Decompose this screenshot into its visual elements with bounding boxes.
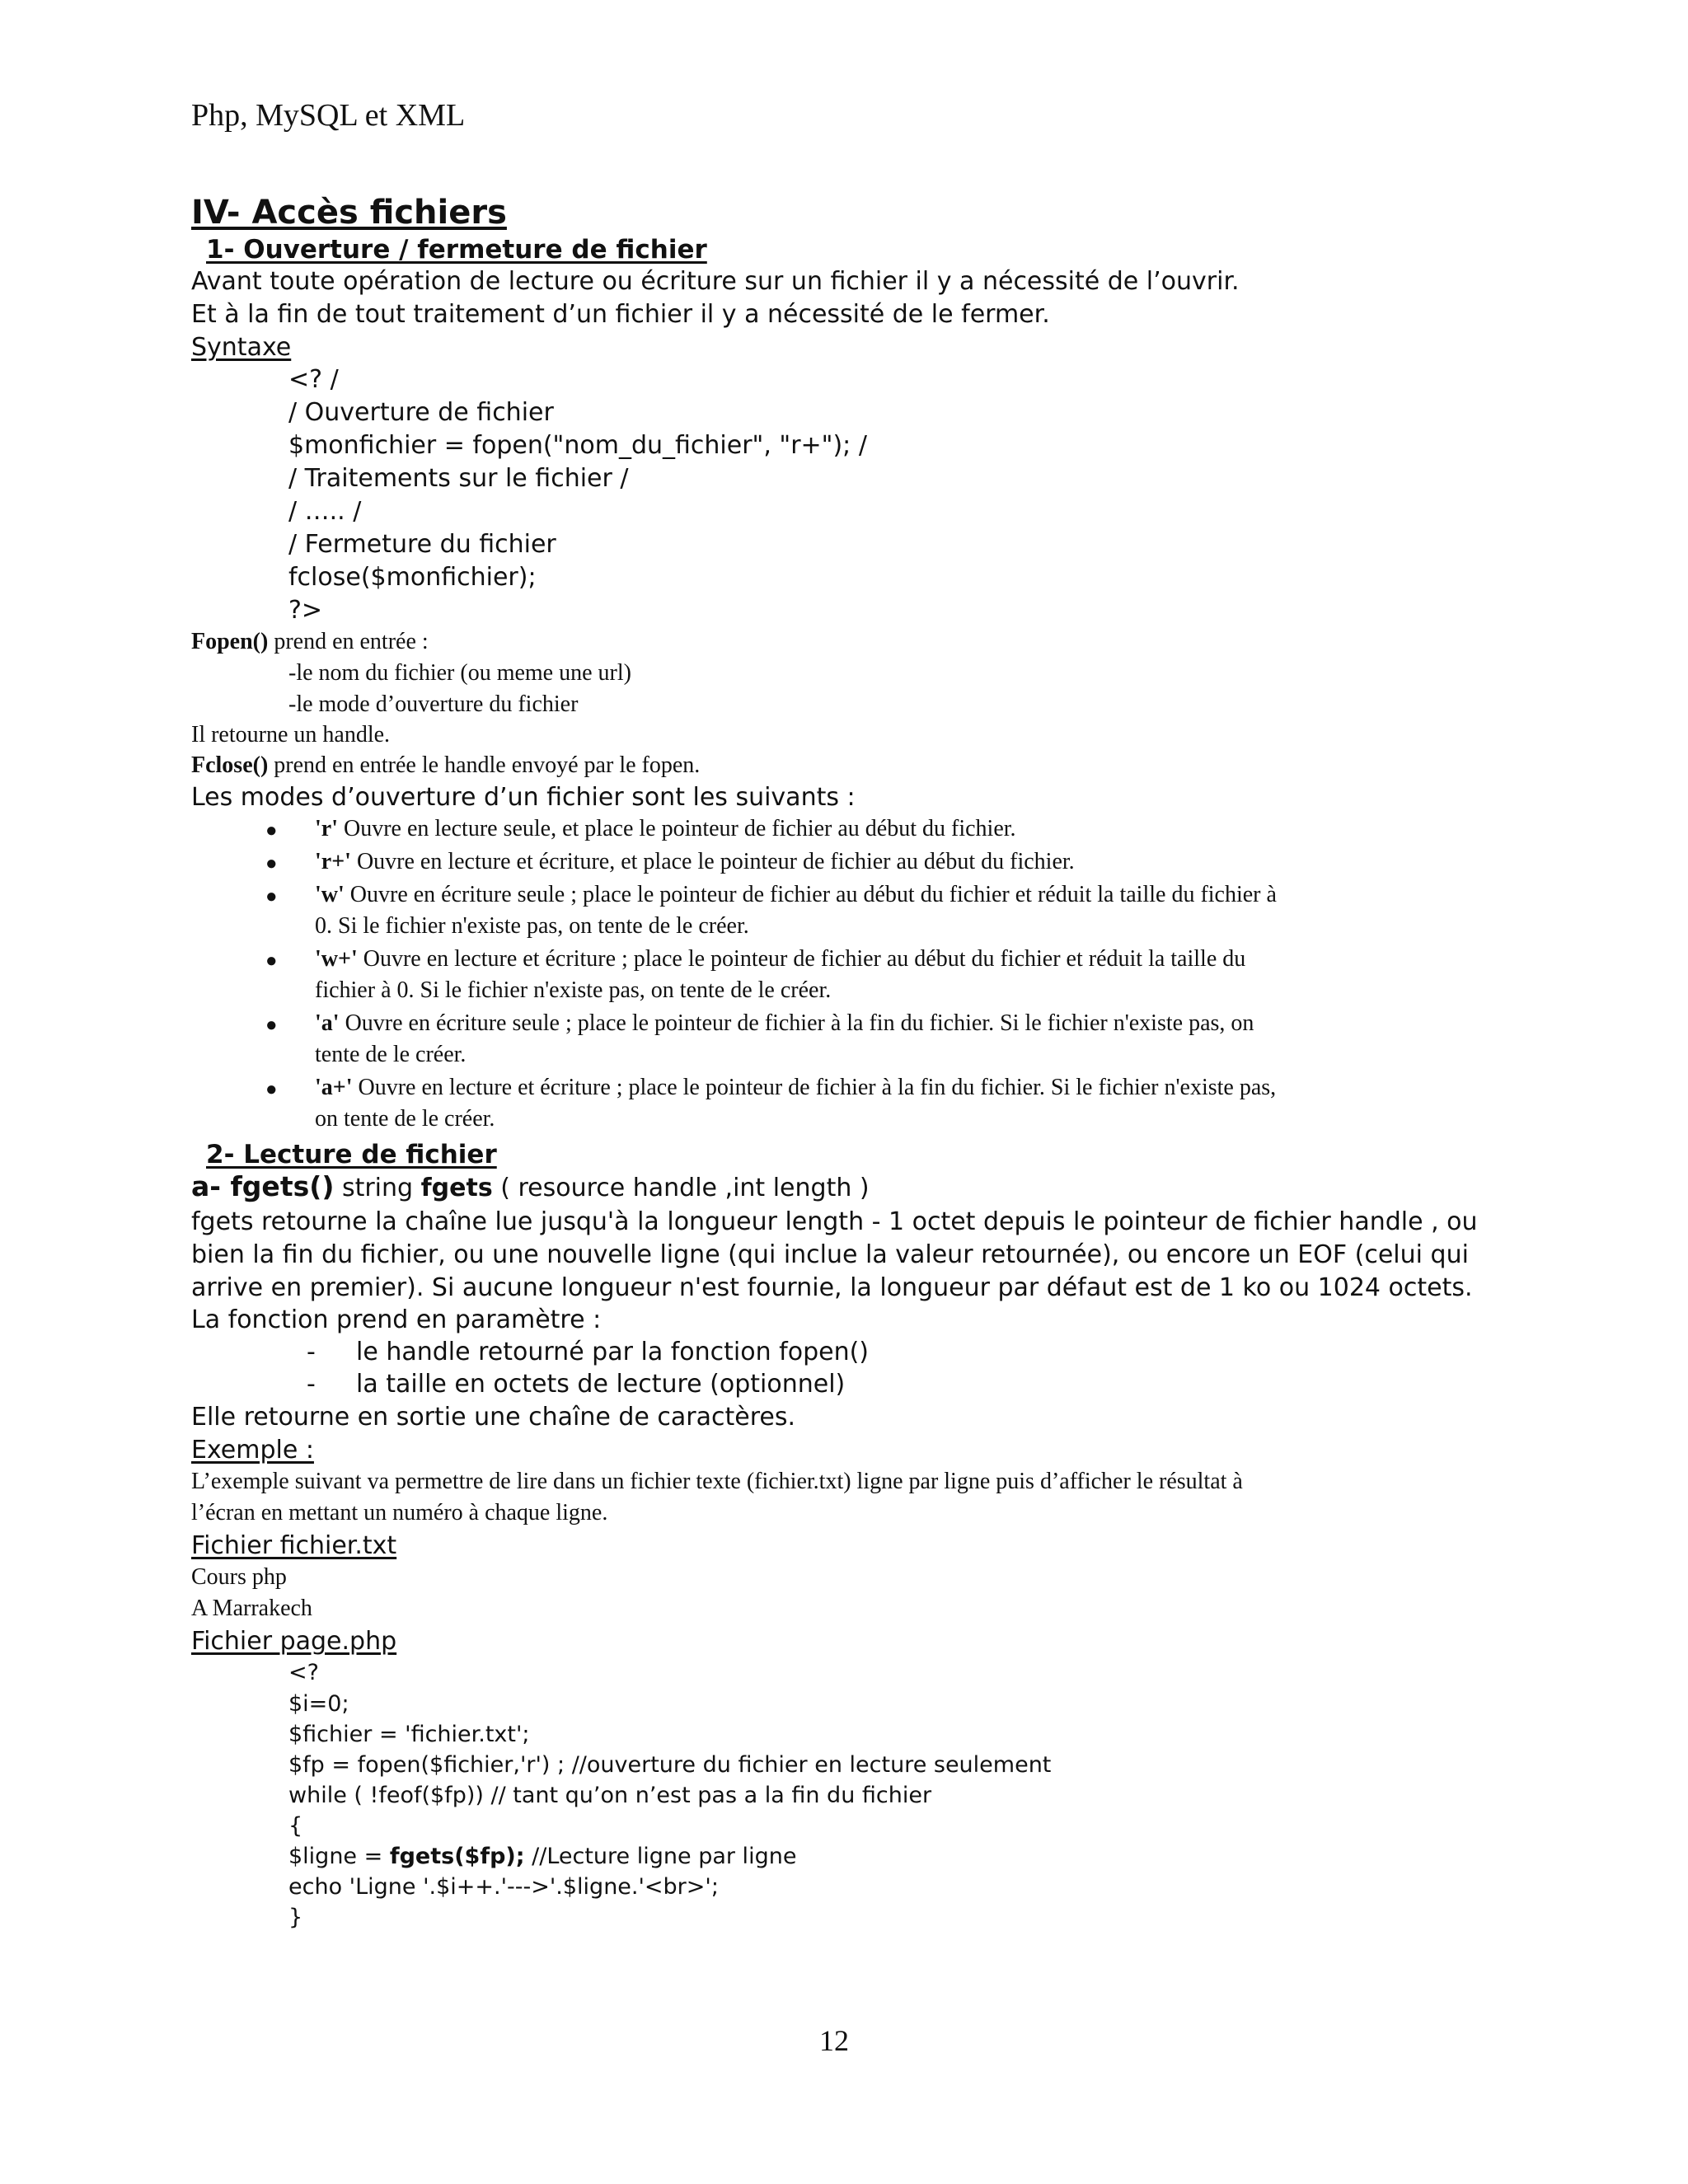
- dash-icon: -: [307, 1370, 316, 1399]
- code-line: fclose($monfichier);: [288, 563, 537, 592]
- fopen-item: -le nom du fichier (ou meme une url): [288, 660, 631, 686]
- params-intro: La fonction prend en paramètre :: [191, 1305, 602, 1334]
- code-line: ?>: [288, 596, 323, 625]
- paragraph: fgets retourne la chaîne lue jusqu'à la longueur length - 1 octet depuis le pointeur de fichier handle , ou: [191, 1207, 1478, 1236]
- bullet-icon: ●: [265, 820, 278, 841]
- example-label: Exemple :: [191, 1436, 314, 1465]
- subsection-2-title: 2- Lecture de fichier: [206, 1140, 497, 1169]
- list-item-continuation: tente de le créer.: [315, 1042, 467, 1067]
- section-title: IV- Accès fichiers: [191, 194, 507, 232]
- bullet-icon: ●: [265, 950, 278, 972]
- file-content-line: A Marrakech: [191, 1596, 312, 1621]
- code-line: $fp = fopen($fichier,'r') ; //ouverture du fichier en lecture seulement: [288, 1752, 1052, 1778]
- fgets-prefix: a- fgets(): [191, 1170, 335, 1202]
- fopen-description: [191, 629, 429, 655]
- list-item: 'a' Ouvre en écriture seule ; place le pointeur de fichier à la fin du fichier. Si le fichier n'existe pas, on: [315, 1010, 1254, 1036]
- fclose-text: prend en entrée le handle envoyé par le fopen.: [268, 752, 701, 778]
- fopen-text: prend en entrée :: [268, 629, 429, 654]
- dash-icon: -: [307, 1338, 316, 1366]
- code-line: / ….. /: [288, 497, 362, 526]
- list-item: 'a+' Ouvre en lecture et écriture ; place le pointeur de fichier à la fin du fichier. Si le fichier n'existe pas,: [315, 1075, 1277, 1100]
- code-line: / Fermeture du fichier: [288, 530, 556, 559]
- fopen-item: -le mode d’ouverture du fichier: [288, 691, 579, 717]
- list-item: 'w+' Ouvre en lecture et écriture ; place le pointeur de fichier au début du fichier et réduit la taille du: [315, 946, 1246, 972]
- bullet-icon: ●: [265, 886, 278, 907]
- code-line: / Ouverture de fichier: [288, 398, 554, 427]
- fclose-description: [191, 752, 700, 779]
- code-line: {: [288, 1813, 303, 1839]
- paragraph: bien la fin du fichier, ou une nouvelle ligne (qui inclue la valeur retournée), ou encore un EOF (celui qui: [191, 1240, 1469, 1269]
- code-line: $monfichier = fopen("nom_du_fichier", "r+"); /: [288, 431, 867, 460]
- bullet-icon: ●: [265, 1015, 278, 1036]
- fopen-label: Fopen(): [191, 629, 269, 654]
- param-item: le handle retourné par la fonction fopen(): [356, 1338, 870, 1366]
- page-number: 12: [819, 2024, 849, 2057]
- file-content-line: Cours php: [191, 1564, 287, 1590]
- param-item: la taille en octets de lecture (optionnel): [356, 1370, 846, 1399]
- example-text: L’exemple suivant va permettre de lire dans un fichier texte (fichier.txt) ligne par ligne puis d’afficher le résultat à: [191, 1469, 1243, 1494]
- fclose-label: Fclose(): [191, 752, 269, 778]
- code-line: $fichier = 'fichier.txt';: [288, 1722, 530, 1747]
- file-label: Fichier fichier.txt: [191, 1531, 397, 1560]
- list-item-continuation: 0. Si le fichier n'existe pas, on tente de le créer.: [315, 913, 749, 939]
- code-line: <?: [288, 1660, 319, 1685]
- code-line: <? /: [288, 365, 339, 394]
- subsection-1-title: 1- Ouverture / fermeture de fichier: [206, 235, 707, 265]
- modes-intro: Les modes d’ouverture d’un fichier sont les suivants :: [191, 783, 856, 812]
- file-label: Fichier page.php: [191, 1627, 397, 1656]
- fgets-signature: a- fgets() string fgets ( resource handle ,int length ): [191, 1170, 870, 1202]
- code-line: }: [288, 1905, 303, 1930]
- example-text: l’écran en mettant un numéro à chaque ligne.: [191, 1500, 608, 1526]
- syntax-label: Syntaxe: [191, 333, 292, 362]
- list-item-continuation: fichier à 0. Si le fichier n'existe pas, on tente de le créer.: [315, 977, 832, 1003]
- code-line: $ligne = fgets($fp); //Lecture ligne par ligne: [288, 1844, 797, 1869]
- bullet-icon: ●: [265, 853, 278, 874]
- code-line: while ( !feof($fp)) // tant qu’on n’est pas a la fin du fichier: [288, 1783, 932, 1808]
- paragraph: arrive en premier). Si aucune longueur n'est fournie, la longueur par défaut est de 1 ko ou 1024 octets.: [191, 1273, 1473, 1302]
- bullet-icon: ●: [265, 1079, 278, 1100]
- list-item: 'r' Ouvre en lecture seule, et place le pointeur de fichier au début du fichier.: [315, 816, 1016, 841]
- list-item: 'w' Ouvre en écriture seule ; place le pointeur de fichier au début du fichier et réduit la taille du fichier à: [315, 882, 1277, 907]
- returns-text: Elle retourne en sortie une chaîne de caractères.: [191, 1403, 796, 1432]
- code-line: echo 'Ligne '.$i++.'--->'.$ligne.'<br>';: [288, 1874, 719, 1900]
- list-item-continuation: on tente de le créer.: [315, 1106, 495, 1132]
- code-line: $i=0;: [288, 1691, 349, 1717]
- code-line: / Traitements sur le fichier /: [288, 464, 629, 493]
- running-header: Php, MySQL et XML: [191, 98, 466, 133]
- paragraph: Avant toute opération de lecture ou écriture sur un fichier il y a nécessité de l’ouvrir.: [191, 267, 1240, 296]
- returns-text: Il retourne un handle.: [191, 722, 391, 748]
- paragraph: Et à la fin de tout traitement d’un fichier il y a nécessité de le fermer.: [191, 300, 1050, 329]
- list-item: 'r+' Ouvre en lecture et écriture, et place le pointeur de fichier au début du fichier.: [315, 849, 1075, 874]
